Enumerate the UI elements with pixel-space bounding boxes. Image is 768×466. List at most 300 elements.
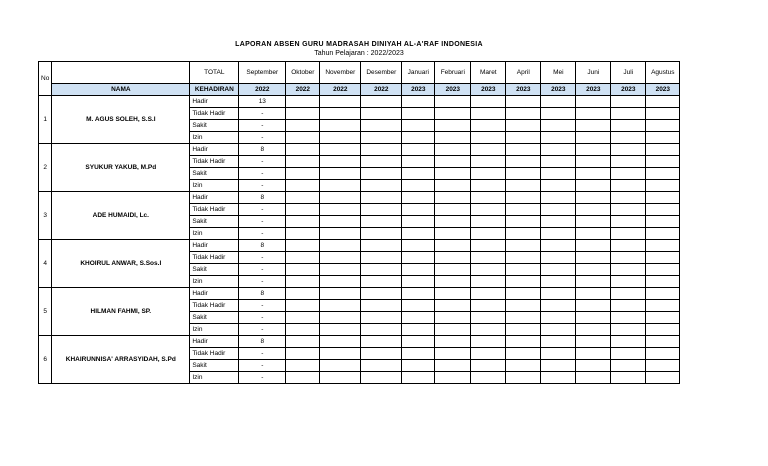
- empty-cell: [541, 204, 576, 216]
- empty-cell: [320, 360, 361, 372]
- header-year-februari: 2023: [435, 84, 471, 96]
- empty-cell: [286, 288, 320, 300]
- empty-cell: [320, 324, 361, 336]
- empty-cell: [402, 180, 435, 192]
- header-year-mei: 2023: [541, 84, 576, 96]
- attendance-category: Tidak Hadir: [190, 108, 239, 120]
- teacher-name: HILMAN FAHMI, SP.: [52, 288, 190, 336]
- empty-cell: [506, 324, 541, 336]
- empty-cell: [576, 264, 611, 276]
- empty-cell: [402, 312, 435, 324]
- empty-cell: [286, 360, 320, 372]
- empty-cell: [471, 288, 506, 300]
- attendance-category: Sakit: [190, 216, 239, 228]
- empty-cell: [286, 156, 320, 168]
- empty-cell: [435, 144, 471, 156]
- empty-cell: [471, 144, 506, 156]
- empty-cell: [471, 372, 506, 384]
- september-value: 8: [239, 336, 286, 348]
- header-year-september: 2022: [239, 84, 286, 96]
- header-month-april: April: [506, 62, 541, 84]
- empty-cell: [361, 264, 402, 276]
- september-value: -: [239, 120, 286, 132]
- empty-cell: [576, 252, 611, 264]
- empty-cell: [611, 288, 646, 300]
- header-month-mei: Mei: [541, 62, 576, 84]
- empty-cell: [506, 180, 541, 192]
- empty-cell: [402, 264, 435, 276]
- empty-cell: [402, 360, 435, 372]
- empty-cell: [286, 276, 320, 288]
- empty-cell: [611, 336, 646, 348]
- empty-cell: [471, 240, 506, 252]
- empty-cell: [286, 168, 320, 180]
- empty-cell: [402, 240, 435, 252]
- teacher-name: M. AGUS SOLEH, S.S.I: [52, 96, 190, 144]
- empty-cell: [506, 120, 541, 132]
- empty-cell: [506, 132, 541, 144]
- table-row: [39, 144, 680, 156]
- header-month-juni: Juni: [576, 62, 611, 84]
- empty-cell: [541, 312, 576, 324]
- empty-cell: [361, 96, 402, 108]
- attendance-category: Tidak Hadir: [190, 300, 239, 312]
- empty-cell: [611, 240, 646, 252]
- teacher-name: KHOIRUL ANWAR, S.Sos.I: [52, 240, 190, 288]
- empty-cell: [320, 252, 361, 264]
- empty-cell: [576, 96, 611, 108]
- empty-cell: [611, 300, 646, 312]
- empty-cell: [320, 96, 361, 108]
- empty-cell: [361, 300, 402, 312]
- attendance-category: Sakit: [190, 312, 239, 324]
- empty-cell: [286, 144, 320, 156]
- empty-cell: [286, 348, 320, 360]
- teacher-number: 5: [39, 288, 52, 336]
- empty-cell: [402, 300, 435, 312]
- september-value: -: [239, 276, 286, 288]
- header-row-months: [39, 62, 680, 84]
- empty-cell: [506, 312, 541, 324]
- teacher-name: KHAIRUNNISA' ARRASYIDAH, S.Pd: [52, 336, 190, 384]
- empty-cell: [435, 180, 471, 192]
- empty-cell: [541, 168, 576, 180]
- empty-cell: [506, 336, 541, 348]
- empty-cell: [506, 300, 541, 312]
- empty-cell: [402, 228, 435, 240]
- empty-cell: [286, 180, 320, 192]
- table-row: [39, 96, 680, 108]
- empty-cell: [471, 132, 506, 144]
- teacher-number: 3: [39, 192, 52, 240]
- empty-cell: [611, 264, 646, 276]
- empty-cell: [361, 204, 402, 216]
- header-year-maret: 2023: [471, 84, 506, 96]
- empty-cell: [361, 168, 402, 180]
- empty-cell: [402, 120, 435, 132]
- empty-cell: [320, 192, 361, 204]
- empty-cell: [361, 216, 402, 228]
- empty-cell: [471, 180, 506, 192]
- september-value: -: [239, 360, 286, 372]
- empty-cell: [541, 300, 576, 312]
- attendance-category: Tidak Hadir: [190, 252, 239, 264]
- empty-cell: [541, 360, 576, 372]
- table-row: [39, 336, 680, 348]
- empty-cell: [646, 156, 680, 168]
- teacher-name: ADE HUMAIDI, Lc.: [52, 192, 190, 240]
- empty-cell: [611, 168, 646, 180]
- empty-cell: [402, 204, 435, 216]
- empty-cell: [402, 336, 435, 348]
- empty-cell: [286, 108, 320, 120]
- empty-cell: [402, 348, 435, 360]
- empty-cell: [506, 288, 541, 300]
- empty-cell: [506, 252, 541, 264]
- attendance-category: Hadir: [190, 96, 239, 108]
- empty-cell: [646, 324, 680, 336]
- header-year-agustus: 2023: [646, 84, 680, 96]
- empty-cell: [286, 300, 320, 312]
- attendance-category: Hadir: [190, 144, 239, 156]
- empty-cell: [576, 180, 611, 192]
- empty-cell: [435, 348, 471, 360]
- attendance-category: Izin: [190, 132, 239, 144]
- empty-cell: [435, 120, 471, 132]
- empty-cell: [506, 156, 541, 168]
- empty-cell: [576, 228, 611, 240]
- empty-cell: [646, 360, 680, 372]
- empty-cell: [286, 336, 320, 348]
- header-month-desember: Desember: [361, 62, 402, 84]
- empty-cell: [576, 120, 611, 132]
- september-value: 8: [239, 192, 286, 204]
- table-row: [39, 192, 680, 204]
- empty-cell: [435, 204, 471, 216]
- empty-cell: [611, 144, 646, 156]
- empty-cell: [541, 132, 576, 144]
- header-month-juli: Juli: [611, 62, 646, 84]
- empty-cell: [286, 216, 320, 228]
- empty-cell: [541, 120, 576, 132]
- report-subtitle: Tahun Pelajaran : 2022/2023: [314, 50, 404, 57]
- empty-cell: [646, 276, 680, 288]
- attendance-category: Sakit: [190, 168, 239, 180]
- empty-cell: [646, 228, 680, 240]
- empty-cell: [646, 312, 680, 324]
- empty-cell: [286, 372, 320, 384]
- empty-cell: [646, 348, 680, 360]
- empty-cell: [471, 204, 506, 216]
- empty-cell: [541, 348, 576, 360]
- attendance-category: Hadir: [190, 240, 239, 252]
- empty-cell: [541, 180, 576, 192]
- header-year-oktober: 2022: [286, 84, 320, 96]
- empty-cell: [320, 228, 361, 240]
- empty-cell: [611, 96, 646, 108]
- empty-cell: [361, 312, 402, 324]
- empty-cell: [506, 240, 541, 252]
- attendance-category: Sakit: [190, 360, 239, 372]
- empty-cell: [471, 348, 506, 360]
- empty-cell: [320, 288, 361, 300]
- header-year-desember: 2022: [361, 84, 402, 96]
- empty-cell: [611, 156, 646, 168]
- empty-cell: [402, 168, 435, 180]
- header-month-oktober: Oktober: [286, 62, 320, 84]
- attendance-category: Tidak Hadir: [190, 156, 239, 168]
- empty-cell: [541, 264, 576, 276]
- empty-cell: [576, 144, 611, 156]
- empty-cell: [402, 216, 435, 228]
- empty-cell: [576, 360, 611, 372]
- empty-cell: [506, 228, 541, 240]
- report-title: LAPORAN ABSEN GURU MADRASAH DINIYAH AL-A'RAF INDONESIA: [235, 41, 483, 48]
- empty-cell: [506, 348, 541, 360]
- empty-cell: [361, 156, 402, 168]
- empty-cell: [320, 348, 361, 360]
- table-row: [39, 240, 680, 252]
- empty-cell: [611, 228, 646, 240]
- empty-cell: [286, 96, 320, 108]
- empty-cell: [576, 372, 611, 384]
- attendance-category: Tidak Hadir: [190, 204, 239, 216]
- empty-cell: [471, 252, 506, 264]
- empty-cell: [361, 336, 402, 348]
- empty-cell: [435, 324, 471, 336]
- empty-cell: [646, 132, 680, 144]
- empty-cell: [506, 144, 541, 156]
- empty-cell: [471, 324, 506, 336]
- empty-cell: [611, 312, 646, 324]
- empty-cell: [646, 144, 680, 156]
- empty-cell: [471, 276, 506, 288]
- empty-cell: [646, 300, 680, 312]
- empty-cell: [611, 324, 646, 336]
- september-value: -: [239, 180, 286, 192]
- attendance-table-body: [39, 62, 680, 384]
- september-value: -: [239, 300, 286, 312]
- empty-cell: [320, 372, 361, 384]
- empty-cell: [541, 288, 576, 300]
- empty-cell: [541, 108, 576, 120]
- attendance-category: Izin: [190, 324, 239, 336]
- empty-cell: [506, 264, 541, 276]
- empty-cell: [361, 192, 402, 204]
- attendance-category: Izin: [190, 180, 239, 192]
- empty-cell: [286, 240, 320, 252]
- empty-cell: [320, 276, 361, 288]
- header-year-januari: 2023: [402, 84, 435, 96]
- empty-cell: [361, 132, 402, 144]
- header-month-februari: Februari: [435, 62, 471, 84]
- empty-cell: [611, 252, 646, 264]
- empty-cell: [471, 156, 506, 168]
- empty-cell: [541, 324, 576, 336]
- empty-cell: [541, 216, 576, 228]
- empty-cell: [320, 132, 361, 144]
- empty-cell: [435, 156, 471, 168]
- attendance-category: Tidak Hadir: [190, 348, 239, 360]
- empty-cell: [646, 192, 680, 204]
- september-value: -: [239, 264, 286, 276]
- header-month-maret: Maret: [471, 62, 506, 84]
- header-month-november: November: [320, 62, 361, 84]
- empty-cell: [361, 372, 402, 384]
- empty-cell: [435, 216, 471, 228]
- empty-cell: [286, 204, 320, 216]
- empty-cell: [541, 372, 576, 384]
- empty-cell: [320, 312, 361, 324]
- header-total: TOTAL: [190, 62, 239, 84]
- empty-cell: [611, 192, 646, 204]
- teacher-number: 4: [39, 240, 52, 288]
- september-value: -: [239, 216, 286, 228]
- empty-cell: [541, 192, 576, 204]
- empty-cell: [361, 228, 402, 240]
- empty-cell: [320, 300, 361, 312]
- empty-cell: [361, 108, 402, 120]
- empty-cell: [576, 312, 611, 324]
- header-year-juni: 2023: [576, 84, 611, 96]
- empty-cell: [435, 132, 471, 144]
- table-row: [39, 288, 680, 300]
- header-row-years: [39, 84, 680, 96]
- empty-cell: [361, 360, 402, 372]
- empty-cell: [320, 240, 361, 252]
- september-value: -: [239, 228, 286, 240]
- september-value: -: [239, 168, 286, 180]
- empty-cell: [320, 120, 361, 132]
- empty-cell: [541, 228, 576, 240]
- empty-cell: [576, 336, 611, 348]
- empty-cell: [541, 156, 576, 168]
- empty-cell: [361, 180, 402, 192]
- september-value: -: [239, 252, 286, 264]
- empty-cell: [471, 360, 506, 372]
- empty-cell: [646, 108, 680, 120]
- empty-cell: [576, 168, 611, 180]
- empty-cell: [576, 132, 611, 144]
- empty-cell: [646, 204, 680, 216]
- attendance-category: Hadir: [190, 192, 239, 204]
- empty-cell: [506, 168, 541, 180]
- header-no: No: [39, 62, 52, 96]
- empty-cell: [435, 312, 471, 324]
- attendance-table: [38, 61, 680, 384]
- empty-cell: [286, 132, 320, 144]
- empty-cell: [320, 264, 361, 276]
- empty-cell: [506, 192, 541, 204]
- september-value: 8: [239, 288, 286, 300]
- empty-cell: [471, 228, 506, 240]
- september-value: 13: [239, 96, 286, 108]
- header-year-juli: 2023: [611, 84, 646, 96]
- empty-cell: [611, 132, 646, 144]
- empty-cell: [320, 168, 361, 180]
- empty-cell: [506, 276, 541, 288]
- september-value: -: [239, 108, 286, 120]
- empty-cell: [435, 300, 471, 312]
- empty-cell: [361, 348, 402, 360]
- empty-cell: [361, 276, 402, 288]
- header-year-april: 2023: [506, 84, 541, 96]
- september-value: -: [239, 372, 286, 384]
- empty-cell: [541, 336, 576, 348]
- empty-cell: [576, 288, 611, 300]
- empty-cell: [471, 216, 506, 228]
- empty-cell: [286, 252, 320, 264]
- empty-cell: [320, 336, 361, 348]
- empty-cell: [471, 120, 506, 132]
- empty-cell: [361, 288, 402, 300]
- report-title-block: [38, 40, 680, 58]
- empty-cell: [435, 228, 471, 240]
- empty-cell: [402, 372, 435, 384]
- empty-cell: [541, 252, 576, 264]
- empty-cell: [646, 372, 680, 384]
- empty-cell: [541, 144, 576, 156]
- empty-cell: [320, 144, 361, 156]
- empty-cell: [471, 264, 506, 276]
- empty-cell: [435, 240, 471, 252]
- empty-cell: [361, 120, 402, 132]
- empty-cell: [320, 108, 361, 120]
- empty-cell: [435, 96, 471, 108]
- empty-cell: [286, 312, 320, 324]
- empty-cell: [361, 240, 402, 252]
- empty-cell: [320, 216, 361, 228]
- empty-cell: [541, 276, 576, 288]
- empty-cell: [611, 204, 646, 216]
- attendance-category: Hadir: [190, 336, 239, 348]
- empty-cell: [402, 108, 435, 120]
- empty-cell: [361, 252, 402, 264]
- empty-cell: [576, 192, 611, 204]
- empty-cell: [646, 288, 680, 300]
- empty-cell: [286, 120, 320, 132]
- empty-cell: [471, 300, 506, 312]
- empty-cell: [541, 96, 576, 108]
- empty-cell: [320, 156, 361, 168]
- empty-cell: [646, 252, 680, 264]
- september-value: -: [239, 204, 286, 216]
- empty-cell: [286, 264, 320, 276]
- empty-cell: [402, 324, 435, 336]
- empty-cell: [576, 348, 611, 360]
- empty-cell: [435, 252, 471, 264]
- empty-cell: [435, 288, 471, 300]
- teacher-number: 1: [39, 96, 52, 144]
- empty-cell: [402, 96, 435, 108]
- empty-cell: [611, 360, 646, 372]
- empty-cell: [611, 348, 646, 360]
- empty-cell: [435, 168, 471, 180]
- empty-cell: [576, 276, 611, 288]
- empty-cell: [611, 372, 646, 384]
- empty-cell: [541, 240, 576, 252]
- header-kehadiran: KEHADIRAN: [190, 84, 239, 96]
- empty-cell: [646, 216, 680, 228]
- empty-cell: [646, 240, 680, 252]
- empty-cell: [402, 252, 435, 264]
- teacher-number: 2: [39, 144, 52, 192]
- september-value: -: [239, 348, 286, 360]
- empty-cell: [576, 324, 611, 336]
- empty-cell: [611, 120, 646, 132]
- empty-cell: [320, 180, 361, 192]
- empty-cell: [286, 192, 320, 204]
